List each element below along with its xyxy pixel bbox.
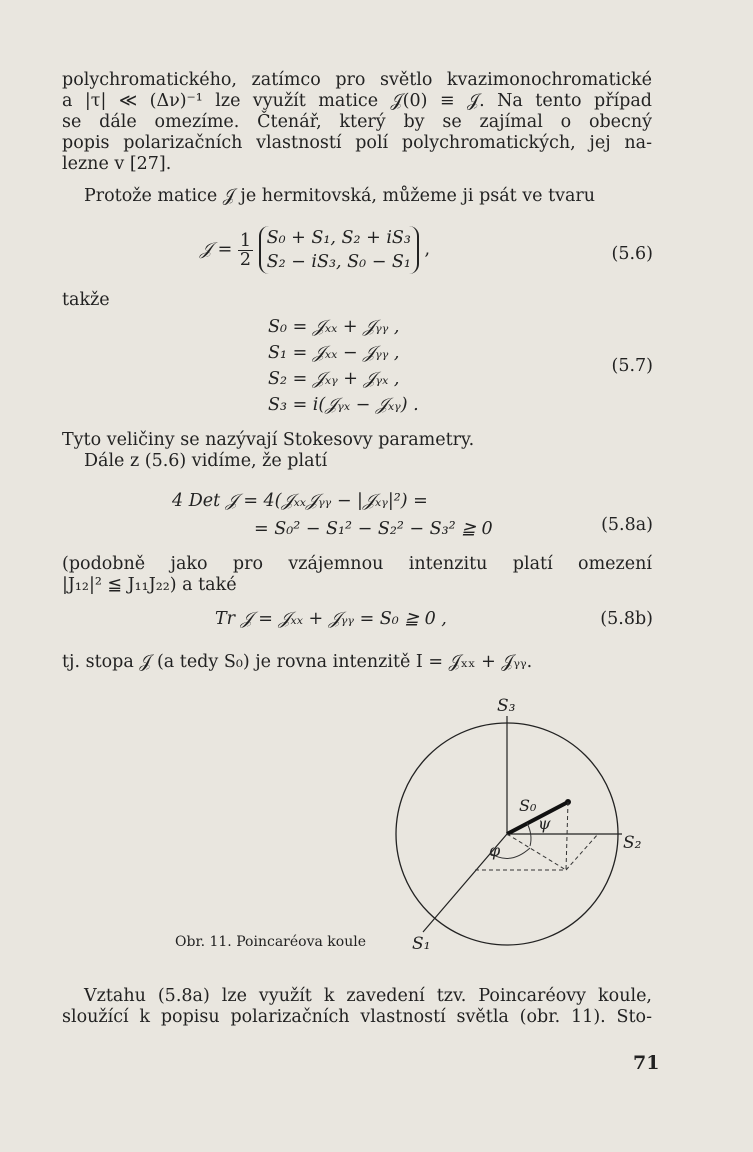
text-line: a |τ| ≪ (Δν)⁻¹ lze využít matice 𝒥(0) ≡ 𝒥. Na tento případ [62, 91, 652, 111]
label-s3: S₃ [497, 696, 516, 716]
equation-line: S₃ = i(𝒥ᵧₓ − 𝒥ₓᵧ) . [268, 395, 419, 415]
fraction-denominator: 2 [239, 249, 252, 270]
text-line: polychromatického, zatímco pro světlo kvazimonochromatické [62, 70, 652, 90]
projection-line [566, 802, 568, 870]
text-line: tj. stopa 𝒥 (a tedy S₀) je rovna intenzitě I = 𝒥ₓₓ + 𝒥ᵧᵧ. [62, 652, 533, 672]
label-psi: ψ [538, 814, 551, 833]
text-line: lezne v [27]. [62, 154, 172, 174]
label-s2: S₂ [623, 833, 642, 853]
equation-line: = S₀² − S₁² − S₂² − S₃² ≧ 0 [254, 519, 493, 539]
equation-line: 4 Det 𝒥 = 4(𝒥ₓₓ𝒥ᵧᵧ − |𝒥ₓᵧ|²) = [172, 491, 428, 511]
projection-line [566, 834, 598, 870]
paragraph-poincare [62, 986, 652, 1028]
label-s1: S₁ [412, 934, 431, 954]
matrix-row: S₀ + S₁, S₂ + iS₃ [266, 228, 411, 248]
label-s0: S₀ [519, 796, 537, 815]
page-number: 71 [633, 1052, 660, 1074]
equation-number: (5.6) [611, 244, 653, 264]
equation-line: S₁ = 𝒥ₓₓ − 𝒥ᵧᵧ , [268, 343, 400, 363]
text-line: se dále omezíme. Čtenář, který by se zajímal o obecný [62, 112, 652, 132]
equation-number: (5.8a) [601, 515, 653, 535]
equation-5-8b: Tr 𝒥 = 𝒥ₓₓ + 𝒥ᵧᵧ = S₀ ≧ 0 , [215, 609, 447, 629]
text-line: Dále z (5.6) vidíme, že platí [84, 451, 328, 471]
equation-number: (5.7) [611, 356, 653, 376]
text-line: popis polarizačních vlastností polí polychromatických, jej na- [62, 133, 652, 153]
text-line: sloužící k popisu polarizačních vlastností světla (obr. 11). Sto- [62, 1007, 652, 1027]
matrix-row: S₂ − iS₃, S₀ − S₁ [266, 252, 411, 272]
equation-line: S₂ = 𝒥ₓᵧ + 𝒥ᵧₓ , [268, 369, 400, 389]
equation-punct: , [424, 239, 431, 260]
fraction-numerator: 1 [239, 230, 252, 251]
label-phi: φ [489, 841, 501, 860]
text-line: |J₁₂|² ≦ J₁₁J₂₂) a také [62, 575, 237, 595]
text-line: Protože matice 𝒥 je hermitovská, můžeme ji psát ve tvaru [84, 186, 596, 206]
text-line: (podobně jako pro vzájemnou intenzitu platí omezení [62, 554, 652, 574]
text-line: Tyto veličiny se nazývají Stokesovy parametry. [62, 430, 475, 450]
equation-number: (5.8b) [600, 609, 653, 629]
equation-line: S₀ = 𝒥ₓₓ + 𝒥ᵧᵧ , [268, 317, 400, 337]
text-line: Vztahu (5.8a) lze využít k zavedení tzv. Poincaréovy koule, [84, 986, 652, 1006]
text-line: takže [62, 290, 110, 310]
projection-line [507, 834, 566, 870]
equation-lhs: 𝒥 = [200, 239, 233, 260]
figure-caption: Obr. 11. Poincaréova koule [175, 934, 366, 950]
